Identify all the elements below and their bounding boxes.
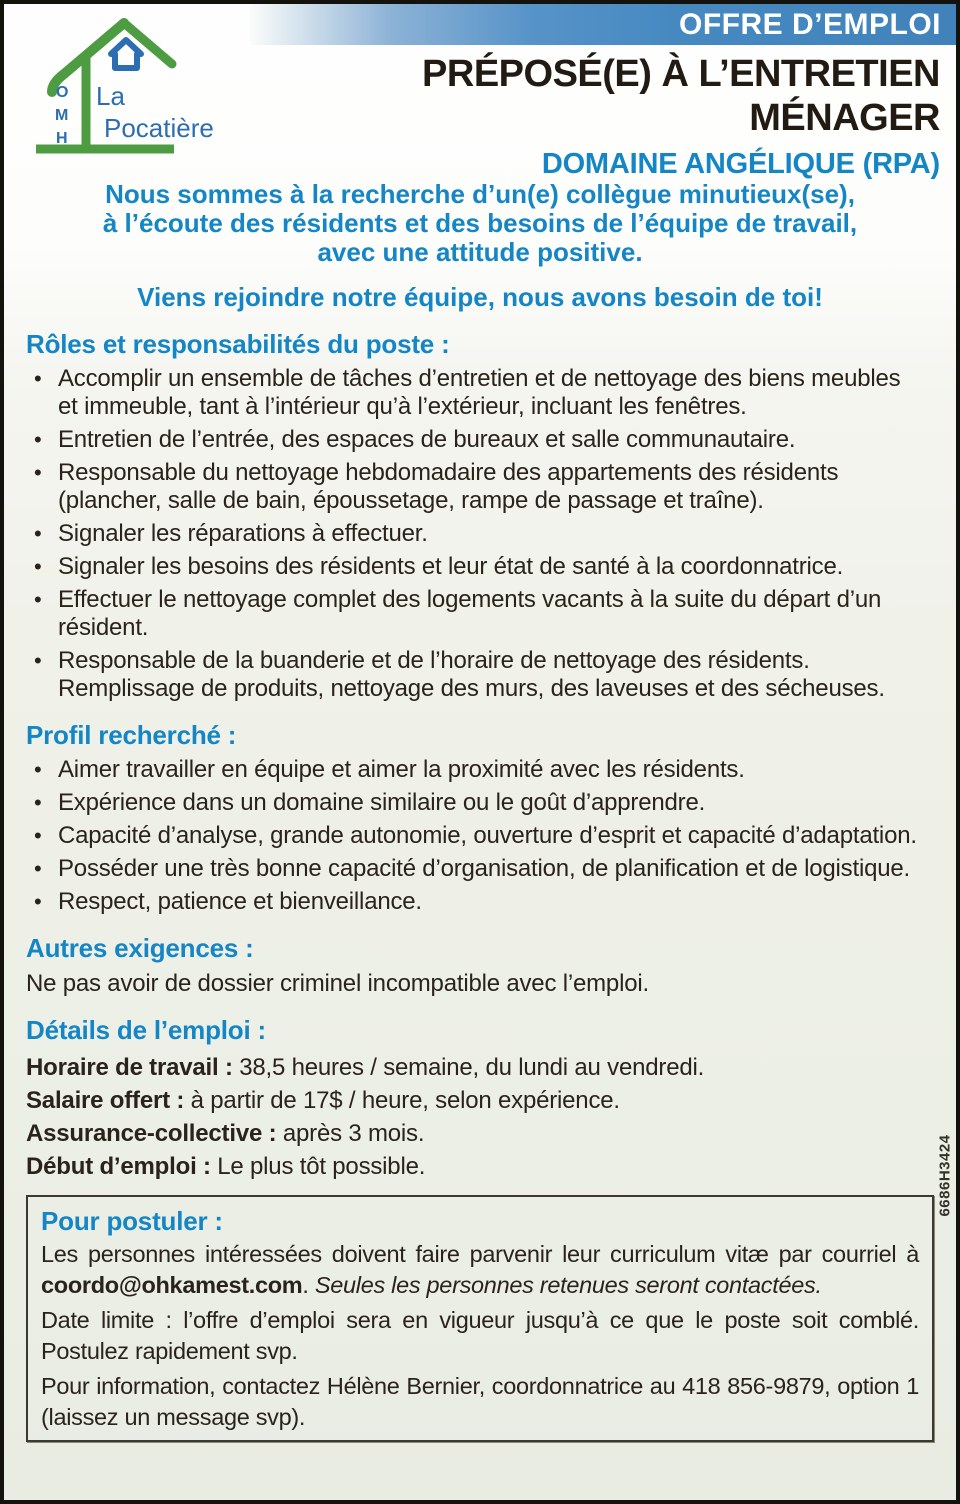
page-title-line2: MÉNAGER [749,97,940,139]
detail-label: Salaire offert : [26,1087,185,1114]
banner-label: OFFRE D’EMPLOI [679,8,941,41]
detail-value: après 3 mois. [282,1120,425,1147]
list-item: • Posséder une très bonne capacité d’organisation, de planification et de logistique. [26,855,918,883]
list-item: • Responsable de la buanderie et de l’horaire de nettoyage des résidents. Remplissage de produits, nettoyage des murs, des laveuses et des sécheuses. [26,647,918,703]
logo-name-line2: Pocatière [104,113,214,143]
detail-label: Horaire de travail : [26,1054,233,1081]
logo-acronym-letter-h: H [56,130,68,147]
details-heading: Détails de l’emploi : [26,1015,266,1045]
intro-line: Nous sommes à la recherche d’un(e) collègue minutieux(se), [105,179,855,209]
detail-value: Le plus tôt possible. [217,1153,426,1180]
apply-box [26,1195,934,1442]
page-subtitle: DOMAINE ANGÉLIQUE (RPA) [541,148,940,180]
detail-line-insurance [26,1117,934,1150]
title-block [280,52,940,181]
detail-label: Assurance-collective : [26,1120,277,1147]
apply-paragraph-deadline: Date limite : l’offre d’emploi sera en vigueur jusqu’à ce que le poste soit comblé. Postulez rapidement svp. [41,1307,919,1364]
main-content [4,330,956,1442]
roles-list [26,365,934,703]
detail-value: 38,5 heures / semaine, du lundi au vendredi. [239,1054,705,1081]
apply-paragraph-contact [41,1239,919,1300]
intro-line: à l’écoute des résidents et des besoins de l’équipe de travail, [102,208,858,238]
detail-value: à partir de 17$ / heure, selon expérience. [190,1087,620,1114]
list-item: • Accomplir un ensemble de tâches d’entretien et de nettoyage des biens meubles et immeuble, tant à l’intérieur qu’à l’extérieur, incluant les fenêtres. [26,365,918,421]
roles-heading: Rôles et responsabilités du poste : [26,329,450,359]
list-item: • Responsable du nettoyage hebdomadaire des appartements des résidents (plancher, salle de bain, époussetage, rampe de passage et traîne). [26,459,918,515]
apply-text: Les personnes intéressées doivent faire parvenir leur curriculum vitæ par courriel à [41,1241,919,1267]
list-item: • Effectuer le nettoyage complet des logements vacants à la suite du départ d’un résident. [26,586,918,642]
intro-paragraph [4,180,956,267]
header-banner [250,4,956,45]
list-item: • Entretien de l’entrée, des espaces de bureaux et salle communautaire. [26,426,918,454]
apply-heading: Pour postuler : [41,1206,223,1236]
list-item: • Signaler les besoins des résidents et leur état de santé à la coordonnatrice. [26,553,918,581]
logo-acronym-letter-m: M [55,107,69,124]
detail-line-salary [26,1084,934,1117]
omh-la-pocatiere-logo [26,12,236,164]
list-item: • Capacité d’analyse, grande autonomie, ouverture d’esprit et capacité d’adaptation. [26,822,918,850]
list-item: • Signaler les réparations à effectuer. [26,520,918,548]
intro-line: avec une attitude positive. [317,237,643,267]
detail-line-schedule [26,1051,934,1084]
apply-paragraph-info: Pour information, contactez Hélène Bernier, coordonnatrice au 418 856-9879, option 1 (laissez un message svp). [41,1373,919,1430]
other-requirements-heading: Autres exigences : [26,933,254,963]
profile-heading: Profil recherché : [26,720,237,750]
header [4,4,956,180]
house-icon [111,40,141,68]
list-item: • Respect, patience et bienveillance. [26,888,918,916]
other-requirements-text: Ne pas avoir de dossier criminel incompatible avec l’emploi. [26,970,649,997]
print-code: 6686H3424 [936,1134,954,1217]
logo-name-line1: La [96,81,125,111]
detail-label: Début d’emploi : [26,1153,211,1180]
logo-acronym-letter-o: O [56,84,69,101]
page-title [280,52,940,140]
apply-text: . [302,1271,315,1298]
detail-line-start-date [26,1150,934,1183]
tagline: Viens rejoindre notre équipe, nous avons besoin de toi! [137,282,823,312]
apply-note-italic: Seules les personnes retenues seront contactées. [314,1271,822,1298]
profile-list [26,756,934,916]
list-item: • Aimer travailler en équipe et aimer la proximité avec les résidents. [26,756,918,784]
page-title-line1: PRÉPOSÉ(E) À L’ENTRETIEN [422,53,940,95]
list-item: • Expérience dans un domaine similaire ou le goût d’apprendre. [26,789,918,817]
apply-email: coordo@ohkamest.com [41,1271,303,1298]
